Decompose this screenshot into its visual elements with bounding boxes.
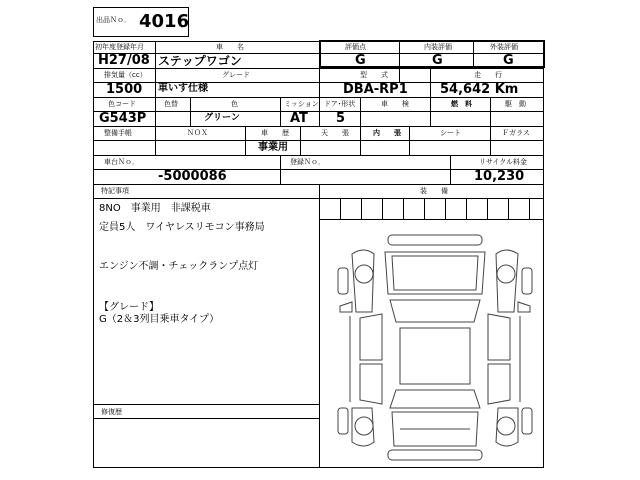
reg-year: H27/08 (98, 53, 150, 68)
frame-number: -5000086 (158, 169, 227, 184)
score: G (355, 53, 366, 68)
history-label: 車 歴 (261, 129, 289, 137)
note-line: 8NO 事業用 非課税車 (99, 203, 211, 214)
lot-number: 4016 (139, 11, 190, 32)
note-line: 【グレード】 (99, 302, 159, 313)
glass-label: Ｆガラス (502, 129, 530, 137)
exterior-score: G (503, 53, 514, 68)
seat-label: シート (440, 129, 461, 137)
interior-label: 内装評価 (424, 43, 452, 51)
drive-label: 駆 動 (505, 100, 526, 108)
note-line: 定員5人 ワイヤレスリモコン事務局 (99, 222, 265, 233)
grade: 車いす仕様 (158, 83, 208, 94)
frame-label: 車台Ｎｏ． (104, 158, 139, 166)
reg-year-label: 初年度登録年月 (95, 43, 144, 51)
color-label: 色 (231, 100, 238, 108)
color-change-label: 色替 (164, 100, 178, 108)
regno-label: 登録Ｎｏ． (290, 158, 325, 166)
fuel-label: 燃 料 (451, 100, 472, 108)
manual-label: 整備手帳 (104, 129, 132, 137)
notes-header: 特記事項 (101, 187, 129, 195)
note-line: エンジン不調・チェックランプ点灯 (99, 261, 259, 272)
mileage: 54,642 Km (440, 82, 519, 97)
exterior-label: 外装評価 (490, 43, 518, 51)
mission: AT (290, 111, 308, 126)
repair-label: 修復歴 (101, 408, 122, 416)
interior-trim-label: 内 張 (373, 129, 401, 137)
door: 5 (336, 111, 346, 126)
model: ステップワゴン (158, 54, 242, 68)
equipment-header: 装 備 (420, 187, 448, 195)
grade-label: グレード (222, 71, 250, 79)
mileage-label: 走 行 (474, 71, 502, 79)
inspection-label: 車 検 (381, 100, 409, 108)
lot-label: 出品Ｎｏ． (96, 16, 131, 24)
color-code-label: 色コード (108, 100, 136, 108)
score-label: 評価点 (345, 43, 366, 51)
nox-label: ＮＯＸ (187, 129, 208, 137)
vehicle-diagram (330, 232, 540, 464)
color-code: G543P (99, 111, 147, 126)
displacement-label: 排気量（cc） (104, 71, 147, 79)
color: グリーン (204, 113, 240, 123)
recycle-label: リサイクル料金 (479, 158, 528, 166)
history: 事業用 (258, 142, 288, 153)
door-label: ドア･形状 (324, 100, 356, 108)
displacement: 1500 (106, 82, 143, 97)
type-label: 型 式 (360, 71, 388, 79)
recycle-fee: 10,230 (474, 169, 525, 184)
interior-score: G (432, 53, 443, 68)
sunroof-label: 天 張 (321, 129, 349, 137)
note-line: G（2＆3列目乗車タイプ） (99, 314, 220, 325)
model-label: 車 名 (216, 43, 244, 51)
mission-label: ミッション (284, 100, 319, 108)
type: DBA-RP1 (343, 82, 408, 97)
